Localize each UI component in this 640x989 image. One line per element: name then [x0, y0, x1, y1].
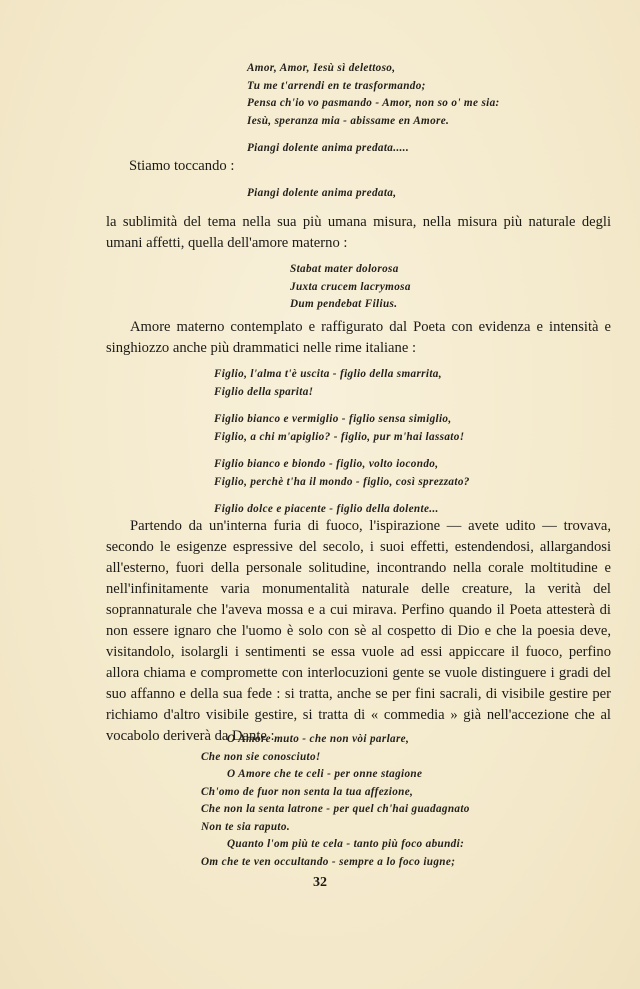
paragraph-text: la sublimità del tema nella sua più umana misura, nella misura più naturale degli umani affetti, quella dell'amore materno :: [106, 214, 611, 251]
paragraph-amore-materno: [106, 317, 611, 359]
verse-line: Figlio della sparita!: [214, 385, 314, 398]
verse-line: Tu me t'arrendi en te trasformando;: [247, 79, 426, 92]
verse-line: Juxta crucem lacrymosa: [290, 280, 411, 293]
verse-line: Che non sie conosciuto!: [201, 750, 321, 763]
verse-line: Non te sia raputo.: [201, 820, 290, 833]
verse-amor-amor: [247, 60, 500, 158]
verse-line: Figlio, a chi m'apiglio? - figlio, pur m'hai lassato!: [214, 430, 465, 443]
paragraph-text: Partendo da un'interna furia di fuoco, l'ispirazione — avete udito — trovava, secondo le esigenze espressive del secolo, i suoi effetti, estendendosi, allargandosi all'esterno, fuori della personale solitudine, incontrando nella corale moltitudine e nell'infinitamente varia monumentalità naturale delle creature, la verità del soprannaturale che l'aveva mossa e a cui mirava. Perfino quando il Poeta attesterà di non essere ignaro che l'uomo è solo con sè al cospetto di Dio e che la poesia deve, visitandolo, isolargli i sentimenti se essa vuole ad essi appiccare il fuoco, perfino allora chiama e compromette con interlocuzioni gente se vuole distinguere i gradi del suo affanno e della sua fede : si tratta, anche se per fini sacrali, di visibile gestire per richiamo d'altro visibile gestire, si tratta di « commedia » già nell'accezione che al vocabolo deriverà da Dante :: [106, 518, 611, 744]
verse-line: Ch'omo de fuor non senta la tua affezione,: [201, 785, 414, 798]
verse-line: Piangi dolente anima predata,: [247, 187, 397, 199]
verse-line: Che non la senta latrone - per quel ch'hai guadagnato: [201, 803, 470, 815]
verse-piangi: [247, 185, 396, 203]
verse-line: Dum pendebat Filius.: [290, 298, 398, 310]
verse-line: Quanto l'om più te cela - tanto più foco abundi:: [227, 838, 465, 850]
paragraph-sublimita: [106, 212, 611, 254]
verse-line: Om che te ven occultando - sempre a lo foco iugne;: [201, 855, 456, 868]
verse-line: Amor, Amor, Iesù sì delettoso,: [247, 62, 396, 74]
paragraph-partendo: [106, 516, 611, 747]
verse-stabat-mater: [290, 261, 411, 314]
verse-line: Figlio dolce e piacente - figlio della dolente...: [214, 503, 439, 515]
verse-line: Figlio bianco e vermiglio - figlio sensa simiglio,: [214, 413, 452, 425]
verse-line: Pensa ch'io vo pasmando - Amor, non so o' me sia:: [247, 97, 500, 109]
verse-o-amore: [201, 731, 470, 871]
verse-line: Figlio bianco e biondo - figlio, volto iocondo,: [214, 458, 439, 470]
verse-line: Stabat mater dolorosa: [290, 263, 399, 275]
verse-line: Figlio, l'alma t'è uscita - figlio della smarrita,: [214, 368, 442, 380]
verse-line: O Amore che te celi - per onne stagione: [227, 768, 423, 780]
verse-line: O Amore muto - che non vòi parlare,: [227, 733, 410, 745]
paragraph-text: Amore materno contemplato e raffigurato dal Poeta con evidenza e intensità e singhiozzo anche più drammatici nelle rime italiane :: [106, 319, 611, 356]
verse-line: Figlio, perchè t'ha il mondo - figlio, così sprezzato?: [214, 475, 470, 488]
verse-coda: Piangi dolente anima predata.....: [247, 142, 409, 154]
verse-figlio: [214, 366, 470, 519]
verse-line: Iesù, speranza mia - abissame en Amore.: [247, 114, 450, 127]
page-number: 32: [313, 875, 327, 890]
lead-in-text: Stiamo toccando :: [129, 158, 235, 174]
